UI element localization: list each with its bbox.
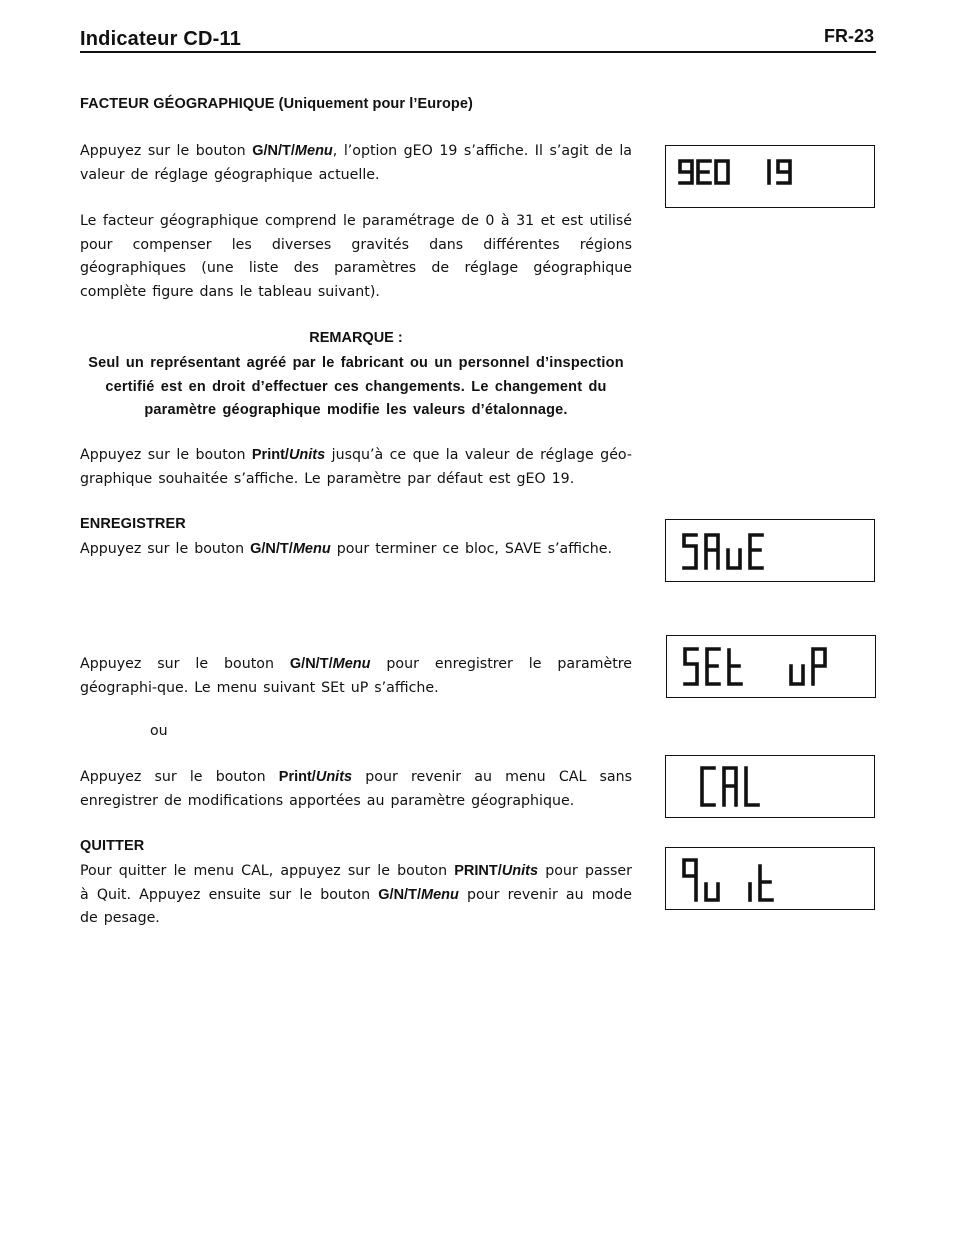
- seven-segment-readout: [666, 756, 874, 817]
- page-header-title: Indicateur CD-11: [80, 28, 242, 50]
- paragraph-geo-description: Le facteur géographique comprend le paramétrage de 0 à 31 et est utilisé pour compenser les diverses gravités dans différentes régions géographiques (une liste des paramètres de réglage géographique complète figure dans le tableau suivant).: [80, 213, 632, 300]
- section-heading-quit: QUITTER: [80, 838, 145, 854]
- note-title: REMARQUE :: [309, 330, 403, 346]
- button-reference-gnt-menu: G/N/T/Menu: [378, 886, 459, 903]
- paragraph-quit: Pour quitter le menu CAL, appuyez sur le bouton PRINT/Units pour passer à Quit. Appuyez ensuite sur le bouton G/N/T/Menu pour revenir au mode de pesage.: [80, 863, 632, 926]
- paragraph-geo-current: Appuyez sur le bouton G/N/T/Menu, l’option gEO 19 s’affiche. Il s’agit de la valeur de réglage géographique actuelle.: [80, 143, 632, 183]
- button-reference-print-units: Print/Units: [251, 447, 326, 463]
- seven-segment-readout: [667, 636, 875, 697]
- seven-segment-readout: [666, 146, 874, 207]
- button-reference-print-units: Print/Units: [278, 769, 353, 785]
- button-reference-gnt-menu: G/N/T/Menu: [289, 656, 371, 672]
- paragraph-select-geo-value: Appuyez sur le bouton Print/Units jusqu’à ce que la valeur de réglage géo-graphique souhaitée s’affiche. Le paramètre par défaut est gEO 19.: [80, 447, 632, 487]
- button-reference-gnt-menu: G/N/T/Menu: [252, 143, 333, 159]
- lcd-display-cal: [665, 755, 875, 818]
- section-heading-geo-factor: FACTEUR GÉOGRAPHIQUE (Uniquement pour l’Europe): [80, 96, 473, 112]
- lcd-display-save: [665, 519, 875, 582]
- note-body: Seul un représentant agréé par le fabricant ou un personnel d’inspection certifié est en droit d’effectuer ces changements. Le changement du paramètre géographique modifie les valeurs d’étalonnage.: [88, 355, 624, 418]
- header-rule: [80, 51, 876, 53]
- lcd-display-quit: [665, 847, 875, 910]
- paragraph-confirm-save: Appuyez sur le bouton G/N/T/Menu pour enregistrer le paramètre géographi-que. Le menu suivant SEt uP s’affiche.: [80, 656, 633, 696]
- button-reference-print-units: PRINT/Units: [454, 863, 539, 879]
- or-label: ou: [150, 723, 168, 739]
- paragraph-save: Appuyez sur le bouton G/N/T/Menu pour terminer ce bloc, SAVE s’affiche.: [80, 541, 612, 557]
- page-number: FR-23: [823, 26, 874, 46]
- button-reference-gnt-menu: G/N/T/Menu: [250, 541, 331, 557]
- section-heading-save: ENREGISTRER: [80, 516, 186, 532]
- seven-segment-readout: [666, 520, 874, 581]
- seven-segment-readout: [666, 848, 874, 909]
- lcd-display-geo-19: [665, 145, 875, 208]
- lcd-display-set-up: [666, 635, 876, 698]
- paragraph-cancel: Appuyez sur le bouton Print/Units pour revenir au menu CAL sans enregistrer de modifications apportées au paramètre géographique.: [80, 769, 632, 809]
